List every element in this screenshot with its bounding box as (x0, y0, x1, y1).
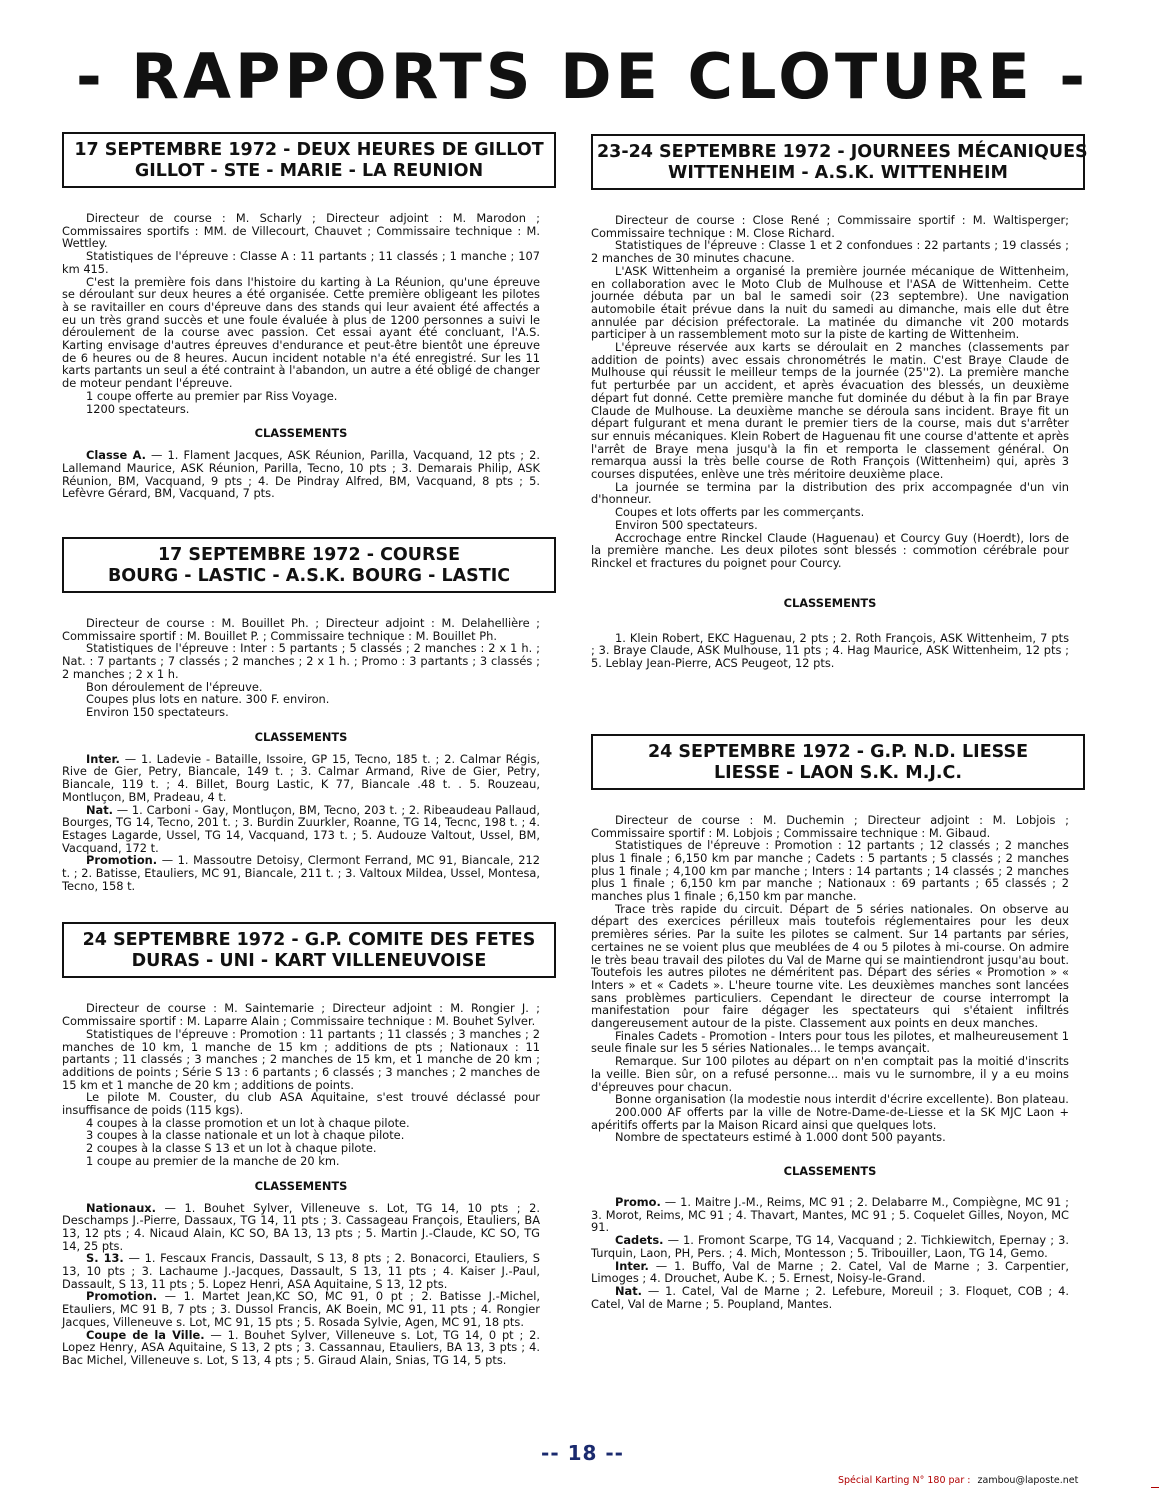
result-entry (62, 804, 540, 855)
event-paragraph: Le pilote M. Couster, du club ASA Aquitaine, s'est trouvé déclassé pour insuffisance de poids (115 kgs). (62, 1090, 540, 1118)
event-paragraph: Bonne organisation (la modestie nous interdit d'écrire excellente). Bon plateau. (615, 1092, 1069, 1107)
result-entry (62, 1202, 540, 1253)
event-paragraph: 4 coupes à la classe promotion et un lot à chaque pilote. (86, 1115, 410, 1130)
event-paragraph: Nombre de spectateurs estimé à 1.000 dont 500 payants. (615, 1130, 946, 1145)
event-wittenheim (591, 134, 1088, 671)
result-entry (591, 632, 1069, 670)
event-header-line2: DURAS - UNI - KART VILLENEUVOISE (131, 951, 487, 972)
right-column (591, 134, 1088, 1311)
event-paragraph: Coupes et lots offerts par les commerçants. (615, 505, 865, 520)
result-category: Inter. (615, 1258, 649, 1273)
results-list (62, 449, 540, 500)
result-entry (62, 753, 540, 804)
event-header (591, 134, 1088, 190)
event-paragraph: Directeur de course : M. Saintemarie ; Directeur adjoint : M. Rongier J. ; Commissaire sportif : M. Laparre Alain ; Commissaire technique : M. Bouhet Sylver. (62, 1001, 540, 1029)
result-category: Promo. (615, 1195, 661, 1210)
event-paragraph: C'est la première fois dans l'histoire du karting à La Réunion, qu'une épreuve se déroulant sur deux heures a été organisée. Cette première obligeant les pilotes à se ravitailler en cours d'épreuve dans des stands qui leur avaient été affectés a eu un très grand succès et une foule évaluée à plus de 1200 personnes a suivi le déroulement de la course avec passion. Cet essai ayant été concluant, l'A.S. Karting envisage d'autres épreuves d'endurance et peut-être bientôt une épreuve de 6 heures ou de 8 heures. Aucun incident notable n'a été enregistré. Sur les 11 karts partants un seul a été contraint à l'abandon, un autre a été obligé de changer de moteur pendant l'épreuve. (62, 274, 540, 391)
result-category: Classe A. (86, 448, 146, 463)
event-header (62, 922, 556, 978)
results-list (591, 1196, 1069, 1310)
event-header-line1: 24 SEPTEMBRE 1972 - G.P. COMITE DES FETES (82, 930, 536, 951)
results-list (591, 632, 1069, 670)
event-header (591, 734, 1085, 790)
footer-email: zambou@laposte.net (977, 1475, 1079, 1486)
result-category: Nat. (615, 1284, 642, 1298)
result-text: — 1. Ladevie - Bataille, Issoire, GP 15, Tecno, 185 t. ; 2. Calmar Régis, Rive de Gier, Petry, Biancale, 149 t. ; 3. Calmar Armand, Rive de Gier, Petry, Biancale, 119 t. ; 4. Billet, Bourg Lastic, K 77, Biancale .48 t. . 5. Rouzeau, Montluçon, BM, Pradeau, 4 t. (62, 751, 540, 804)
classements-heading: CLASSEMENTS (254, 729, 348, 744)
result-category: S. 13. (86, 1251, 124, 1266)
result-text: — 1. Buffo, Val de Marne ; 2. Catel, Val de Marne ; 3. Carpentier, Limoges ; 4. Drouchet, Aube K. ; 5. Ernest, Noisy-le-Grand. (591, 1258, 1069, 1286)
result-text: — 1. Martet Jean,KC SO, MC 91, 0 pt ; 2. Batisse J.-Michel, Etauliers, MC 91 B, 7 pts ; 3. Dussol Francis, AK Boein, MC 91, 11 pts ; 4. Rongier Jacques, Villeneuve s. Lot, MC 91, 15 pts ; 5. Rosada Sylvie, Agen, MC 91, 18 pts. (62, 1289, 540, 1329)
event-paragraph: Remarque. Sur 100 pilotes au départ on n'en comptait pas la moitié d'inscrits la veille. Bien sûr, on a refusé personne... mais vu le surnombre, il y a eu moins d'épreuves pour chacun. (591, 1054, 1069, 1094)
result-entry (62, 1329, 540, 1367)
result-text: — 1. Catel, Val de Marne ; 2. Lefebure, Moreuil ; 3. Floquet, COB ; 4. Catel, Val de Marne ; 5. Poupland, Mantes. (591, 1284, 1069, 1311)
classements-heading: CLASSEMENTS (254, 426, 348, 441)
event-paragraph: Directeur de course : M. Scharly ; Directeur adjoint : M. Marodon ; Commissaires sportifs : MM. de Villecourt, Chauvet ; Commissaire technique : M. Wettley. (62, 211, 540, 251)
result-entry (591, 1260, 1069, 1285)
event-header-line2: LIESSE - LAON S.K. M.J.C. (713, 762, 963, 783)
event-paragraph: 3 coupes à la classe nationale et un lot à chaque pilote. (86, 1128, 405, 1143)
event-paragraph: Directeur de course : M. Duchemin ; Directeur adjoint : M. Lobjois ; Commissaire sportif : M. Lobjois ; Commissaire technique : M. Gibaud. (591, 812, 1069, 840)
event-paragraph: 1 coupe offerte au premier par Riss Voyage. (86, 388, 338, 403)
result-text: — 1. Bouhet Sylver, Villeneuve s. Lot, TG 14, 10 pts ; 2. Deschamps J.-Pierre, Dassaux, TG 14, 11 pts ; 3. Cassageau François, Etauliers, BA 13, 12 pts ; 4. Nicaud Alain, KC SO, BA 13, 13 pts ; 5. Martin J.-Claude, KC SO, TG 14, 25 pts. (62, 1200, 540, 1253)
event-paragraph: Statistiques de l'épreuve : Promotion : 12 partants ; 12 classés ; 2 manches plus 1 finale ; 6,150 km par manche ; Cadets : 5 partants ; 5 classés ; 2 manches plus 1 finale ; 4,100 km par manche ; Inters : 14 partants ; 14 classés ; 2 manches plus 1 finale ; 6,150 km par manche ; Nationaux : 69 partants ; 65 classés ; 2 manches plus 1 finale ; 6,150 km par manche. (591, 838, 1069, 904)
result-category: Cadets. (615, 1233, 664, 1248)
event-header-line1: 17 SEPTEMBRE 1972 - COURSE (157, 545, 461, 566)
result-entry (591, 1196, 1069, 1234)
event-bourg-lastic (62, 537, 540, 892)
event-paragraph: Coupes plus lots en nature. 300 F. environ. (86, 692, 330, 707)
result-entry (62, 449, 540, 500)
event-paragraph: Statistiques de l'épreuve : Promotion : 11 partants ; 11 classés ; 3 manches ; 2 manches de 10 km, 1 manche de 15 km ; additions de pts ; Nationaux : 11 partants ; 11 classés ; 3 manches ; 2 manches de 15 km, et 1 manche de 20 km ; additions de points ; Série S 13 : 6 partants ; 6 classés ; 3 manches ; 2 manches de 15 km et 1 manche de 20 km ; additions de points. (62, 1026, 540, 1092)
classements-heading: CLASSEMENTS (783, 595, 877, 610)
event-paragraph: 1200 spectateurs. (86, 401, 190, 416)
event-gillot (62, 132, 544, 501)
result-category: Inter. (86, 751, 120, 766)
footer-credit (838, 1475, 1078, 1486)
event-paragraph: Environ 500 spectateurs. (615, 517, 758, 532)
result-text: 1. Klein Robert, EKC Haguenau, 2 pts ; 2. Roth François, ASK Wittenheim, 7 pts ; 3. Braye Claude, ASK Mulhouse, 11 pts ; 4. Hag Maurice, ASK Wittenheim, 12 pts ; 5. Leblay Jean-Pierre, ACS Peugeot, 12 pts. (591, 630, 1069, 671)
event-paragraph: Directeur de course : Close René ; Commissaire sportif : M. Waltisperger; Commissaire technique : M. Close Richard. (591, 213, 1069, 240)
classements-heading: CLASSEMENTS (783, 1164, 877, 1179)
result-entry (591, 1285, 1069, 1310)
footer-source: Spécial Karting N° 180 par : (838, 1475, 971, 1486)
event-paragraph: Directeur de course : M. Bouillet Ph. ; Directeur adjoint : M. Delahellière ; Commissaire sportif : M. Bouillet P. ; Commissaire technique : M. Bouillet Ph. (62, 616, 540, 643)
event-header-line2: GILLOT - STE - MARIE - LA REUNION (134, 161, 484, 181)
event-body (62, 1002, 540, 1167)
result-entry (62, 1252, 540, 1290)
result-category: Nationaux. (86, 1200, 156, 1215)
result-category: Promotion. (86, 853, 158, 868)
event-paragraph: Accrochage entre Rinckel Claude (Haguenau) et Courcy Guy (Hoerdt), lors de la première manche. Les deux pilotes sont blessés : commotion cérébrale pour Rinckel et fractures du poignet pour Courcy. (591, 530, 1069, 570)
event-paragraph: L'ASK Wittenheim a organisé la première journée mécanique de Wittenheim, en collaboration avec le Moto Club de Mulhouse et l'ASA de Wittenheim. Cette journée débuta par un bal le samedi soir (23 septembre). Une navigation automobile était prévue dans la nuit du samedi au dimanche, mais elle dut être annulée par décision préfectorale. La matinée du dimanche vit 200 motards participer à un rassemblement moto sur la piste de karting de Wittenheim. (591, 263, 1069, 342)
results-list (62, 1202, 540, 1367)
result-entry (591, 1234, 1069, 1259)
result-text: — 1. Flament Jacques, ASK Réunion, Parilla, Vacquand, 12 pts ; 2. Lallemand Maurice, ASK Réunion, Parilla, Tecno, 10 pts ; 3. Demarais Philip, ASK Réunion, BM, Vacquand, 9 pts ; 4. De Pindray Alfred, BM, Vacquand, 8 pts ; 5. Lefèvre Gérard, BM, Vacquand, 7 pts. (62, 448, 540, 501)
event-paragraph: Finales Cadets - Promotion - Inters pour tous les pilotes, et malheureusement 1 seule finale sur les 5 séries Nationales... le temps avançait. (591, 1028, 1069, 1056)
result-category: Coupe de la Ville. (86, 1327, 205, 1342)
event-liesse (591, 734, 1069, 1311)
event-paragraph: Environ 150 spectateurs. (86, 704, 229, 719)
result-text: — 1. Bouhet Sylver, Villeneuve s. Lot, TG 14, 0 pt ; 2. Lopez Henry, ASA Aquitaine, S 13, 2 pts ; 3. Cassannau, Etauliers, BA 13, 3 pts ; 4. Bac Michel, Villeneuve s. Lot, S 13, 4 pts ; 5. Giraud Alain, Snias, TG 14, 5 pts. (62, 1327, 540, 1367)
event-body (591, 814, 1069, 1144)
event-paragraph: 2 coupes à la classe S 13 et un lot à chaque pilote. (86, 1141, 377, 1156)
result-category: Promotion. (86, 1289, 158, 1304)
result-category: Nat. (86, 802, 113, 817)
event-paragraph: L'épreuve réservée aux karts se déroulait en 2 manches (classements par addition de points) avec essais chronométrés le matin. C'est Braye Claude de Mulhouse qui réussit le meilleur temps de la journée (25''2). La première manche fut perturbée par un accident, et après évacuation des blessés, un deuxième départ fut donné. Cette première manche fut dominée du début à la fin par Braye Claude de Mulhouse. La deuxième manche se déroula sans incident. Braye fit un départ fulgurant et mena durant le premier tiers de la course, mais dut s'arrêter sur ennuis mécaniques. Klein Robert de Haguenau fit une course d'attente et après l'arrêt de Braye mena jusqu'à la fin et remporta le classement général. On remarqua aussi la très belle course de Roth François (Wittenheim) qui, après 3 courses disputées, enlève une très méritoire deuxième place. (591, 340, 1069, 482)
result-entry (62, 1290, 540, 1328)
event-paragraph: Bon déroulement de l'épreuve. (86, 679, 263, 694)
results-list (62, 753, 540, 893)
event-header-line2: BOURG - LASTIC - A.S.K. BOURG - LASTIC (107, 566, 511, 587)
event-paragraph: Statistiques de l'épreuve : Classe 1 et 2 confondues : 22 partants ; 19 classés ; 2 manches de 30 minutes chacune. (591, 238, 1069, 266)
result-text: — 1. Carboni - Gay, Montluçon, BM, Tecno, 203 t. ; 2. Ribeaudeau Pallaud, Bourges, TG 14, Tecno, 201 t. ; 3. Burdin Zuurkler, Roanne, TG 14, Tecnc, 198 t. ; 4. Estages Lagarde, Ussel, TG 14, Vacquand, 173 t. ; 5. Audouze Valtout, Ussel, BM, Vacquand, 172 t. (62, 802, 540, 855)
event-body (62, 617, 540, 719)
event-paragraph: Statistiques de l'épreuve : Inter : 5 partants ; 5 classés ; 2 manches : 2 x 1 h. ; Nat. : 7 partants ; 7 classés ; 2 manches ; 2 x 1 h. ; Promo : 3 partants ; 3 classés ; 2 manches ; 2 x 1 h. (62, 641, 540, 681)
left-column (62, 132, 544, 1367)
event-paragraph: La journée se termina par la distribution des prix accompagnée d'un vin d'honneur. (591, 479, 1069, 507)
event-body (62, 212, 540, 415)
event-header-line1: 23-24 SEPTEMBRE 1972 - JOURNEES MÉCANIQUES (597, 142, 1088, 162)
event-paragraph: 200.000 AF offerts par la ville de Notre-Dame-de-Liesse et la SK MJC Laon + apéritifs offerts par la Maison Ricard ainsi que quelques lots. (591, 1104, 1069, 1132)
event-paragraph: Statistiques de l'épreuve : Classe A : 11 partants ; 11 classés ; 1 manche ; 107 km 415. (62, 249, 540, 276)
event-duras (62, 922, 540, 1366)
event-paragraph: 1 coupe au premier de la manche de 20 km. (86, 1153, 340, 1168)
page-title: - RAPPORTS DE CLOTURE - (75, 40, 1090, 113)
event-body (591, 214, 1069, 570)
result-text: — 1. Fescaux Francis, Dassault, S 13, 8 pts ; 2. Bonacorci, Etauliers, S 13, 10 pts ; 3. Lachaume J.-Jacques, Dassault, S 13, 11 pts ; 4. Kaiser J.-Paul, Dassault, S 13, 11 pts ; 5. Lopez Henri, ASA Aquitaine, S 13, 12 pts. (62, 1251, 540, 1291)
edge-mark (1151, 1487, 1159, 1488)
result-entry (62, 854, 540, 892)
event-paragraph: Trace très rapide du circuit. Départ de 5 séries nationales. On observe au départ des exercices périlleux mais toutefois réglementaires pour les deux premières séries. Par la suite les pilotes se calment. Sur 14 partants par séries, certaines ne se voient plus que meublées de 4 ou 5 pilotes à mi-course. On admire le très beau travail des pilotes du Val de Marne qui se maintiendront jusqu'au bout. Toutefois les autres pilotes ne déméritent pas. Départ des séries « Promotion » « Inters » et « Cadets ». L'heure tourne vite. Les deuxièmes manches sont lancées sans problèmes particuliers. Cependant le directeur de course interrompt la manifestation pour faire dégager les spectateurs qui s'étaient infiltrés dangereusement autour de la piste. Classement aux points en deux manches. (591, 901, 1069, 1031)
classements-heading: CLASSEMENTS (254, 1178, 348, 1193)
event-header-line1: 17 SEPTEMBRE 1972 - DEUX HEURES DE GILLOT (74, 140, 544, 160)
result-text: — 1. Fromont Scarpe, TG 14, Vacquand ; 2. Tichkiewitch, Epernay ; 3. Turquin, Laon, PH, Pers. ; 4. Mich, Montesson ; 5. Tribouiller, Laon, TG 14, Gemo. (591, 1233, 1069, 1260)
page-number: -- 18 -- (541, 1441, 624, 1465)
event-header (62, 132, 556, 188)
result-text: — 1. Maitre J.-M., Reims, MC 91 ; 2. Delabarre M., Compiègne, MC 91 ; 3. Morot, Reims, MC 91 ; 4. Thavart, Mantes, MC 91 ; 5. Coquelet Gilles, Noyon, MC 91. (591, 1195, 1069, 1235)
event-header (62, 537, 556, 593)
event-header-line2: WITTENHEIM - A.S.K. WITTENHEIM (668, 163, 1008, 183)
result-text: — 1. Massoutre Detoisy, Clermont Ferrand, MC 91, Biancale, 212 t. ; 2. Batisse, Etauliers, MC 91, Biancale, 211 t. ; 3. Valtoux Mildea, Ussel, Montesa, Tecno, 158 t. (62, 853, 540, 893)
event-header-line1: 24 SEPTEMBRE 1972 - G.P. N.D. LIESSE (647, 741, 1029, 762)
